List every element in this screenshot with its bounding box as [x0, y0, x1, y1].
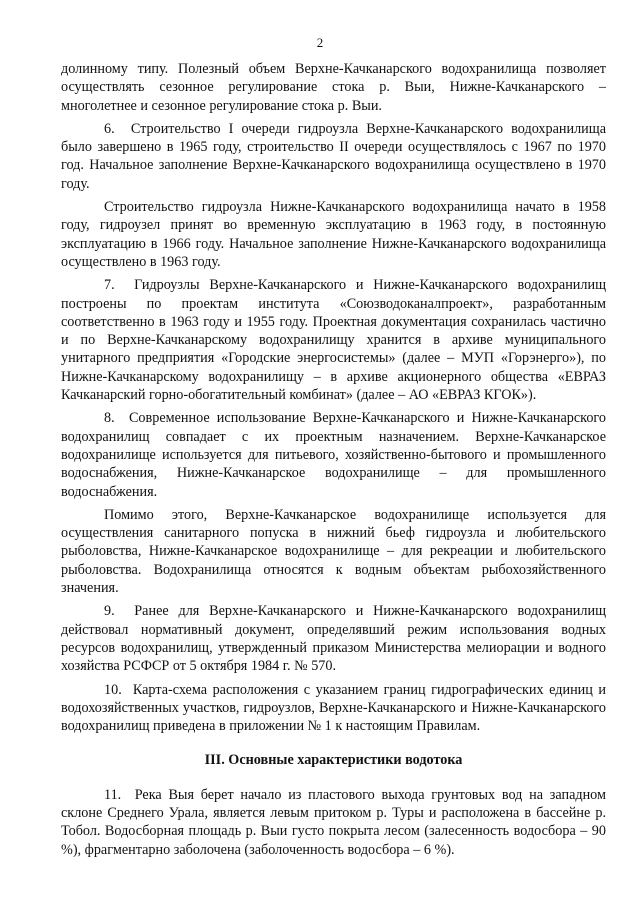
- section-heading: III. Основные характеристики водотока: [204, 752, 463, 769]
- paragraph-10: 10. Карта-схема расположения с указанием границ гидрографических единиц и водохозяйственных участков, гидроузлов, Верхне-Качканарского и Нижне-Качканарского водохранилищ приведена в приложении № 1 к настоящим Правилам.: [61, 681, 606, 735]
- paragraph-8-cont: Помимо этого, Верхне-Качканарское водохранилище используется для осуществления санитарного попуска в нижний бьеф гидроузла и любительского рыболовства, Нижне-Качканарское водохранилище – для рекреации и любительского рыболовства. Водохранилища относятся к водным объектам рыбохозяйственного значения.: [61, 506, 606, 597]
- document-body: [61, 60, 606, 864]
- paragraph-9: 9. Ранее для Верхне-Качканарского и Нижне-Качканарского водохранилищ действовал нормативный документ, определявший режим использования водных ресурсов водохранилищ, утвержденный приказом Министерства мелиорации и водного хозяйства РСФСР от 5 октября 1984 г. № 570.: [61, 603, 606, 675]
- paragraph-8: 8. Современное использование Верхне-Качканарского и Нижне-Качканарского водохранилищ совпадает с их проектным назначением. Верхне-Качканарское водохранилище используется для питьевого, хозяйственно-бытового и промышленного водоснабжения, Нижне-Качканарское водохранилище – для промышленного водоснабжения.: [61, 410, 606, 500]
- paragraph-7: 7. Гидроузлы Верхне-Качканарского и Нижне-Качканарского водохранилищ построены по проектам института «Союзводоканалпроект», разработанным соответственно в 1963 году и 1955 году. Проектная документация сохранилась частично и по Верхне-Качканарскому водохранилищу хранится в архиве муниципального унитарного предприятия «Городские энергосистемы» (далее – МУП «Горэнерго»), по Нижне-Качканарскому водохранилищу – в архиве акционерного общества «ЕВРАЗ Качканарский горно-обогатительный комбинат» (далее – АО «ЕВРАЗ КГОК»).: [61, 277, 606, 404]
- paragraph-6: 6. Строительство I очереди гидроузла Верхне-Качканарского водохранилища было завершено в 1965 году, строительство II очереди осуществлялось с 1967 по 1970 год. Начальное заполнение Верхне-Качканарского водохранилища осуществлено в 1970 году.: [61, 120, 606, 192]
- page-number: 2: [316, 35, 324, 50]
- paragraph-11: 11. Река Выя берет начало из пластового выхода грунтовых вод на западном склоне Среднего Урала, является левым притоком р. Туры и расположена в бассейне р. Тобол. Водосборная площадь р. Выи густо покрыта лесом (залесенность водосбора – 90 %), фрагментарно заболочена (заболоченность водосбора – 6 %).: [61, 786, 606, 858]
- paragraph-6-cont: Строительство гидроузла Нижне-Качканарского водохранилища начато в 1958 году, гидроузел принят во временную эксплуатацию в 1963 году, в постоянную эксплуатацию в 1966 году. Начальное заполнение Нижне-Качканарского водохранилища осуществлено в 1963 году.: [61, 199, 606, 270]
- paragraph-continuation: долинному типу. Полезный объем Верхне-Качканарского водохранилища позволяет осуществлять сезонное регулирование стока р. Выи, Нижне-Качканарского – многолетнее и сезонное регулирование стока р. Выи.: [61, 61, 606, 114]
